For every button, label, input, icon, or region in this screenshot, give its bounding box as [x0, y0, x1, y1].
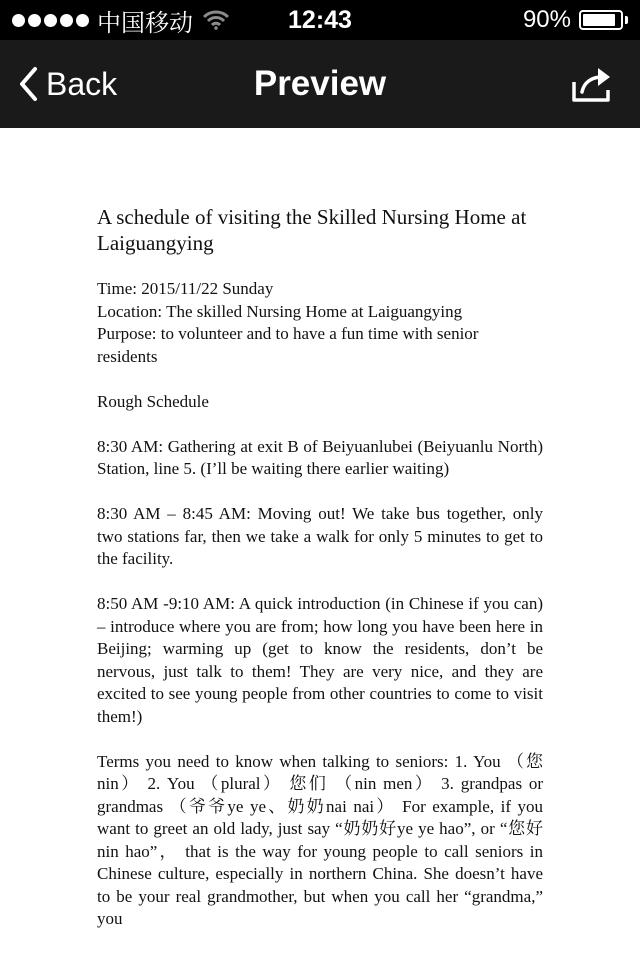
schedule-heading: Rough Schedule	[97, 391, 209, 411]
terms-paragraph: Terms you need to know when talking to seniors: 1. You （您 nin） 2. You （plural） 您们 （nin men） 3. grandpas or grandmas （爷爷ye ye、奶奶nai nai） For example, if you want to greet an old lady, just say “奶奶好ye ye hao”, or “您好nin hao”， that is the way for young people to call seniors in Chinese culture, especially in northern China. She doesn’t have to be your real grandmother, but when you call her “grandma,” you	[97, 751, 543, 928]
document-content	[97, 204, 543, 953]
carrier-name: 中国移动	[97, 9, 193, 37]
document-title: A schedule of visiting the Skilled Nursing Home at Laiguangying	[97, 205, 527, 255]
time-line: Time: 2015/11/22 Sunday	[97, 279, 274, 298]
status-right	[523, 0, 628, 40]
status-bar	[0, 0, 640, 40]
battery-percent: 90%	[522, 6, 571, 33]
schedule-item-moving-out: 8:30 AM – 8:45 AM: Moving out! We take bus together, only two stations far, then we take a walk for only 5 minutes to get to the facility.	[97, 504, 543, 568]
share-icon	[570, 64, 614, 104]
purpose-line: Purpose: to volunteer and to have a fun time with senior residents	[97, 324, 479, 366]
details-block	[97, 278, 543, 368]
battery-cap	[625, 16, 628, 24]
battery-icon	[579, 10, 623, 30]
status-time: 12:43	[288, 6, 352, 34]
schedule-item-gathering: 8:30 AM: Gathering at exit B of Beiyuanlubei (Beiyuanlu North) Station, line 5. (I’ll be waiting there earlier waiting)	[97, 436, 543, 478]
chevron-left-icon	[18, 66, 38, 102]
navigation-bar	[0, 40, 640, 128]
page-title: Preview	[253, 64, 387, 103]
location-line: Location: The skilled Nursing Home at Laiguangying	[97, 301, 463, 321]
back-button-label: Back	[46, 65, 118, 102]
back-button[interactable]	[18, 40, 117, 128]
schedule-item-introduction: 8:50 AM -9:10 AM: A quick introduction (in Chinese if you can) – introduce where you are from; how long you have been here in Beijing; warming up (get to know the residents, don’t be nervous, just talk to them! They are very nice, and they are excited to see young people from other countries to come to visit them!)	[97, 594, 543, 726]
share-button[interactable]	[570, 64, 614, 104]
